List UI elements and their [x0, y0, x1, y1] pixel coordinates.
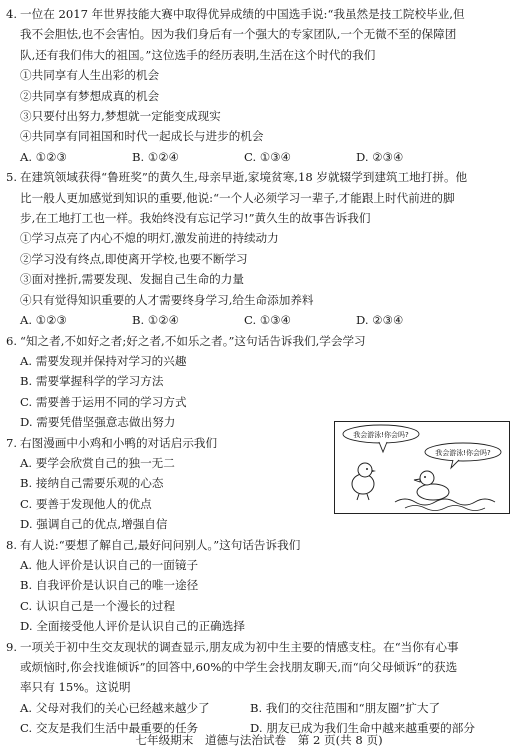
question-number: 6.: [6, 333, 18, 348]
choice-d[interactable]: D. ②③④: [356, 313, 404, 328]
statement-item: ①学习点亮了内心不熄的明灯,激发前进的持续动力: [20, 231, 279, 246]
choice-b[interactable]: B. 需要掌握科学的学习方法: [20, 374, 164, 389]
choice-a[interactable]: A. ①②③: [20, 313, 67, 328]
question-number: 4.: [6, 7, 18, 21]
question-6: [0, 331, 518, 433]
question-stem-line: 比一般人更加感觉到知识的重要,他说:“一个人必须学习一辈子,才能跟上时代前进的脚: [20, 190, 455, 205]
question-4: [0, 4, 518, 167]
question-stem-line: 队,还有我们伟大的祖国。”这位选手的经历表明,生活在这个时代的我们: [20, 47, 376, 62]
choice-c[interactable]: C. ①③④: [244, 313, 292, 328]
question-number: 5.: [6, 170, 18, 185]
question-stem-line: 在建筑领域获得“鲁班奖”的黄久生,母亲早逝,家境贫寒,18 岁就辍学到建筑工地打拼。他: [20, 170, 468, 185]
bubble-text-chick: 我会游泳!你会吗?: [353, 431, 409, 439]
question-5: [0, 167, 518, 330]
choices-row: [20, 147, 504, 167]
bubble-tail: [451, 460, 459, 468]
choice-d[interactable]: D. 需要凭借坚强意志做出努力: [20, 415, 176, 430]
statement-item: ②共同享有梦想成真的机会: [20, 88, 160, 103]
choice-a[interactable]: A. 他人评价是认识自己的一面镜子: [20, 557, 199, 572]
question-stem-line: 一项关于初中生交友现状的调查显示,朋友成为初中生主要的情感支柱。在“当你有心事: [20, 639, 459, 654]
choice-b[interactable]: B. 自我评价是认识自己的唯一途径: [20, 578, 199, 593]
question-stem-line: 或烦恼时,你会找谁倾诉”的回答中,60%的中学生会找朋友聊天,而“向父母倾诉”的获选: [20, 660, 458, 674]
question-number: 7.: [6, 435, 18, 450]
question-stem-line: 有人说:“要想了解自己,最好问问别人。”这句话告诉我们: [20, 537, 301, 552]
question-stem-line: “知之者,不如好之者;好之者,不如乐之者。”这句话告诉我们,学会学习: [20, 333, 366, 348]
choice-a[interactable]: A. ①②③: [20, 149, 67, 164]
duck-figure: [414, 471, 449, 500]
choice-d[interactable]: D. 全面接受他人评价是认识自己的正确选择: [20, 619, 245, 634]
choices-row: [20, 698, 504, 718]
statement-item: ③面对挫折,需要发现、发掘自己生命的力量: [20, 272, 244, 287]
choice-c[interactable]: C. 要善于发现他人的优点: [20, 496, 152, 511]
water-waves: [395, 499, 495, 505]
choice-d[interactable]: D. 强调自己的优点,增强自信: [20, 517, 168, 532]
statement-item: ④共同享有同祖国和时代一起成长与进步的机会: [20, 129, 264, 144]
question-9: [0, 637, 518, 739]
choice-b[interactable]: B. ①②④: [132, 149, 180, 164]
choice-c[interactable]: C. 认识自己是一个漫长的过程: [20, 598, 175, 613]
page-footer: 七年级期末 道德与法治试卷 第 2 页(共 8 页): [135, 733, 383, 747]
choice-c[interactable]: C. 需要善于运用不同的学习方式: [20, 394, 187, 409]
chick-figure: [352, 463, 376, 500]
choice-a[interactable]: A. 要学会欣赏自己的独一无二: [20, 455, 175, 470]
bubble-text-duck: 我会游泳!你会吗?: [435, 449, 491, 457]
question-number: 8.: [6, 537, 18, 552]
choice-b[interactable]: B. 我们的交往范围和“朋友圈”扩大了: [250, 700, 441, 715]
question-stem-line: 率只有 15%。这说明: [20, 680, 131, 695]
question-stem-line: 右图漫画中小鸡和小鸭的对话启示我们: [20, 435, 218, 450]
statement-item: ④只有觉得知识重要的人才需要终身学习,给生命添加养料: [20, 292, 314, 307]
choice-d[interactable]: D. 朋友已成为我们生命中越来越重要的部分: [250, 721, 475, 736]
question-stem-line: 步,在工地打工也一样。我始终没有忘记学习!”黄久生的故事告诉我们: [20, 211, 371, 226]
question-stem-line: 一位在 2017 年世界技能大赛中取得优异成绩的中国选手说:“我虽然是技工院校毕业,但: [20, 7, 465, 21]
choice-a[interactable]: A. 需要发现并保持对学习的兴趣: [20, 353, 187, 368]
bubble-tail: [379, 442, 387, 452]
question-number: 9.: [6, 639, 18, 654]
choices-row: [20, 310, 504, 330]
statement-item: ③只要付出努力,梦想就一定能变成现实: [20, 109, 221, 124]
statement-item: ②学习没有终点,即使离开学校,也要不断学习: [20, 251, 248, 266]
statement-item: ①共同享有人生出彩的机会: [20, 68, 160, 83]
chick-duck-comic: [334, 421, 510, 514]
question-8: [0, 535, 518, 637]
choice-c[interactable]: C. 交友是我们生活中最重要的任务: [20, 721, 199, 736]
choice-a[interactable]: A. 父母对我们的关心已经越来越少了: [20, 700, 210, 715]
choice-d[interactable]: D. ②③④: [356, 149, 404, 164]
exam-page: [0, 4, 518, 739]
question-stem-line: 我不会胆怯,也不会害怕。因为我们身后有一个强大的专家团队,一个无微不至的保障团: [20, 27, 457, 42]
water-waves: [405, 506, 485, 511]
comic-illustration: [335, 422, 509, 513]
choice-b[interactable]: B. 接纳自己需要乐观的心态: [20, 476, 164, 491]
choice-c[interactable]: C. ①③④: [244, 149, 292, 164]
choice-b[interactable]: B. ①②④: [132, 313, 180, 328]
